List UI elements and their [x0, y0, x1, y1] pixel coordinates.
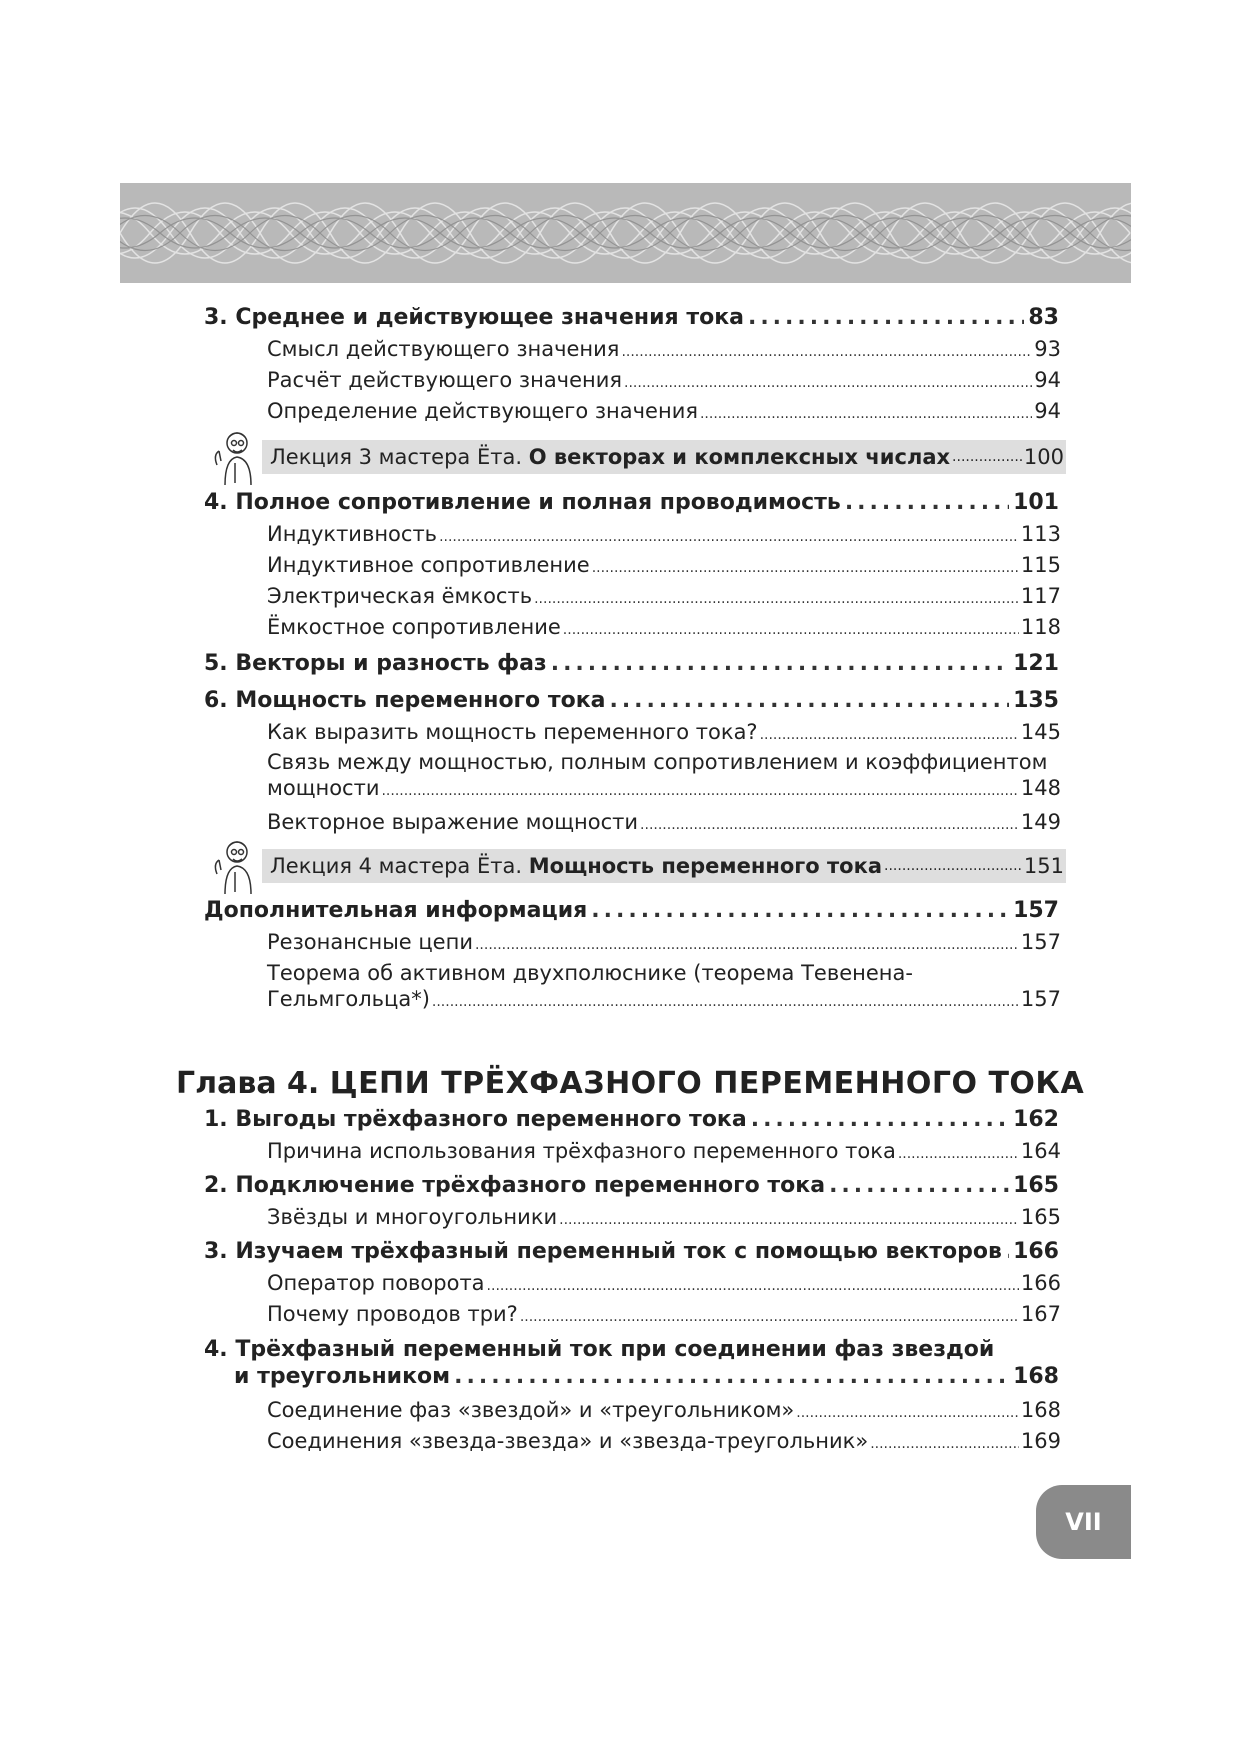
- wave-pattern: [120, 183, 1131, 283]
- chapter-heading[interactable]: [176, 1066, 1084, 1101]
- toc-subsection-multiline[interactable]: [267, 750, 1061, 800]
- decorative-header-banner: [120, 183, 1131, 283]
- toc-subsection[interactable]: [267, 930, 1061, 954]
- lecture-title: О векторах и комплексных числах: [528, 445, 951, 469]
- toc-subsection-multiline[interactable]: [267, 961, 1061, 1011]
- subsection-title-line2: Гельмгольца*): [267, 987, 430, 1011]
- section-number: 3.: [204, 305, 228, 330]
- lecture-prefix: Лекция 4 мастера Ёта.: [270, 854, 523, 878]
- section-number: 5.: [204, 651, 228, 676]
- toc-ch4-section-1[interactable]: [204, 1107, 1059, 1132]
- toc-subsection[interactable]: [267, 1205, 1061, 1229]
- dot-leader: [551, 651, 1009, 676]
- section-number: 3.: [204, 1239, 228, 1264]
- dot-leader: [563, 622, 1019, 638]
- toc-lecture-3[interactable]: [262, 440, 1066, 474]
- subsection-title: Как выразить мощность переменного тока?: [267, 720, 758, 744]
- lecture-title: Мощность переменного тока: [528, 854, 883, 878]
- subsection-title: Электрическая ёмкость: [267, 584, 533, 608]
- toc-ch4-section-2[interactable]: [204, 1173, 1059, 1198]
- subsection-title: Оператор поворота: [267, 1271, 485, 1295]
- toc-ch4-section-4[interactable]: [204, 1337, 1059, 1389]
- subsection-title-line1: Связь между мощностью, полным сопротивлением и коэффициентом: [267, 750, 1048, 774]
- page-number: 149: [1020, 810, 1061, 834]
- dot-leader: [609, 688, 1009, 713]
- section-title: Дополнительная информация: [204, 898, 588, 923]
- lecture-prefix: Лекция 3 мастера Ёта.: [270, 445, 523, 469]
- page-number: 167: [1020, 1302, 1061, 1326]
- dot-leader: [796, 1405, 1019, 1421]
- page-number: 121: [1013, 651, 1059, 676]
- master-yota-icon: [207, 836, 259, 896]
- section-title: Среднее и действующее значения тока: [235, 305, 744, 330]
- dot-leader: [591, 898, 1009, 923]
- page-number: 166: [1013, 1239, 1059, 1264]
- dot-leader: [845, 490, 1009, 515]
- page-number: 169: [1020, 1429, 1061, 1453]
- section-title: Изучаем трёхфазный переменный ток с помощью векторов: [235, 1239, 1002, 1264]
- subsection-title-line2: мощности: [267, 776, 380, 800]
- page-number: 157: [1020, 987, 1061, 1011]
- toc-subsection[interactable]: [267, 584, 1061, 608]
- dot-leader: [760, 727, 1019, 743]
- subsection-title: Индуктивное сопротивление: [267, 553, 590, 577]
- dot-leader: [559, 1212, 1019, 1228]
- toc-ch4-section-3[interactable]: [204, 1239, 1059, 1264]
- page-number: 145: [1020, 720, 1061, 744]
- section-title: Мощность переменного тока: [235, 688, 606, 713]
- dot-leader: [439, 529, 1019, 545]
- toc-subsection[interactable]: [267, 1271, 1061, 1295]
- dot-leader: [952, 449, 1022, 465]
- toc-subsection[interactable]: [267, 720, 1061, 744]
- dot-leader: [751, 1107, 1009, 1132]
- page-number: 94: [1034, 368, 1061, 392]
- subsection-title: Расчёт действующего значения: [267, 368, 623, 392]
- toc-lecture-4[interactable]: [262, 849, 1066, 883]
- subsection-title: Причина использования трёхфазного переменного тока: [267, 1139, 896, 1163]
- subsection-title: Почему проводов три?: [267, 1302, 518, 1326]
- dot-leader: [432, 994, 1019, 1010]
- subsection-title: Ёмкостное сопротивление: [267, 615, 561, 639]
- section-title: Полное сопротивление и полная проводимость: [235, 490, 841, 515]
- page-number: 162: [1013, 1107, 1059, 1132]
- toc-section-5[interactable]: [204, 651, 1059, 676]
- page-number: 168: [1013, 1364, 1059, 1389]
- subsection-title-line1: Теорема об активном двухполюснике (теорема Тевенена-: [267, 961, 913, 985]
- page-number: 165: [1020, 1205, 1061, 1229]
- dot-leader: [1006, 1239, 1009, 1264]
- page-number: 151: [1023, 854, 1064, 878]
- page-number: 118: [1020, 615, 1061, 639]
- dot-leader: [454, 1364, 1009, 1389]
- page-number: 164: [1020, 1139, 1061, 1163]
- toc-subsection[interactable]: [267, 1302, 1061, 1326]
- toc-subsection[interactable]: [267, 337, 1061, 361]
- section-title-line1: Трёхфазный переменный ток при соединении фаз звездой: [235, 1337, 995, 1362]
- dot-leader: [475, 937, 1019, 953]
- section-title: Векторы и разность фаз: [235, 651, 547, 676]
- toc-subsection[interactable]: [267, 368, 1061, 392]
- roman-page-number: VII: [1065, 1508, 1102, 1536]
- dot-leader: [700, 406, 1032, 422]
- dot-leader: [534, 591, 1019, 607]
- dot-leader: [640, 817, 1019, 833]
- master-yota-icon: [207, 427, 259, 487]
- dot-leader: [624, 375, 1032, 391]
- toc-additional-info[interactable]: [204, 898, 1059, 923]
- page-number: 165: [1013, 1173, 1059, 1198]
- page-number: 94: [1034, 399, 1061, 423]
- chapter-title: ЦЕПИ ТРЁХФАЗНОГО ПЕРЕМЕННОГО ТОКА: [329, 1066, 1085, 1101]
- toc-subsection[interactable]: [267, 810, 1061, 834]
- page-number: 100: [1023, 445, 1064, 469]
- page-number: 117: [1020, 584, 1061, 608]
- section-number: 4.: [204, 490, 228, 515]
- page-number: 101: [1013, 490, 1059, 515]
- dot-leader: [829, 1173, 1009, 1198]
- toc-section-6[interactable]: [204, 688, 1059, 713]
- page-number: 113: [1020, 522, 1061, 546]
- subsection-title: Векторное выражение мощности: [267, 810, 639, 834]
- toc-section-3[interactable]: [204, 305, 1059, 330]
- toc-subsection[interactable]: [267, 553, 1061, 577]
- section-number: 6.: [204, 688, 228, 713]
- chapter-label: Глава 4.: [176, 1066, 320, 1101]
- dot-leader: [621, 344, 1032, 360]
- subsection-title: Определение действующего значения: [267, 399, 698, 423]
- dot-leader: [381, 783, 1018, 799]
- section-number: 1.: [204, 1107, 228, 1132]
- toc-subsection[interactable]: [267, 522, 1061, 546]
- section-number: 2.: [204, 1173, 228, 1198]
- dot-leader: [870, 1436, 1019, 1452]
- subsection-title: Соединение фаз «звездой» и «треугольником»: [267, 1398, 795, 1422]
- section-title: Подключение трёхфазного переменного тока: [235, 1173, 826, 1198]
- page-number: 157: [1013, 898, 1059, 923]
- subsection-title: Соединения «звезда-звезда» и «звезда-треугольник»: [267, 1429, 869, 1453]
- dot-leader: [520, 1309, 1019, 1325]
- subsection-title: Смысл действующего значения: [267, 337, 620, 361]
- page-number: 157: [1020, 930, 1061, 954]
- section-number: 4.: [204, 1337, 228, 1362]
- dot-leader: [487, 1278, 1019, 1294]
- page-number: 135: [1013, 688, 1059, 713]
- page-number: 115: [1020, 553, 1061, 577]
- page-number: 83: [1028, 305, 1059, 330]
- section-title-line2: и треугольником: [234, 1364, 451, 1389]
- subsection-title: Индуктивность: [267, 522, 438, 546]
- toc-subsection[interactable]: [267, 399, 1061, 423]
- dot-leader: [884, 858, 1022, 874]
- page-number: 93: [1034, 337, 1061, 361]
- section-title: Выгоды трёхфазного переменного тока: [235, 1107, 747, 1132]
- toc-subsection[interactable]: [267, 1429, 1061, 1453]
- page-number-tab: [1036, 1485, 1131, 1559]
- toc-subsection[interactable]: [267, 1398, 1061, 1422]
- dot-leader: [592, 560, 1019, 576]
- page-number: 148: [1020, 776, 1061, 800]
- subsection-title: Резонансные цепи: [267, 930, 473, 954]
- toc-subsection[interactable]: [267, 615, 1061, 639]
- page-number: 166: [1020, 1271, 1061, 1295]
- dot-leader: [748, 305, 1024, 330]
- subsection-title: Звёзды и многоугольники: [267, 1205, 558, 1229]
- page-number: 168: [1020, 1398, 1061, 1422]
- dot-leader: [898, 1146, 1019, 1162]
- toc-subsection[interactable]: [267, 1139, 1061, 1163]
- toc-section-4[interactable]: [204, 490, 1059, 515]
